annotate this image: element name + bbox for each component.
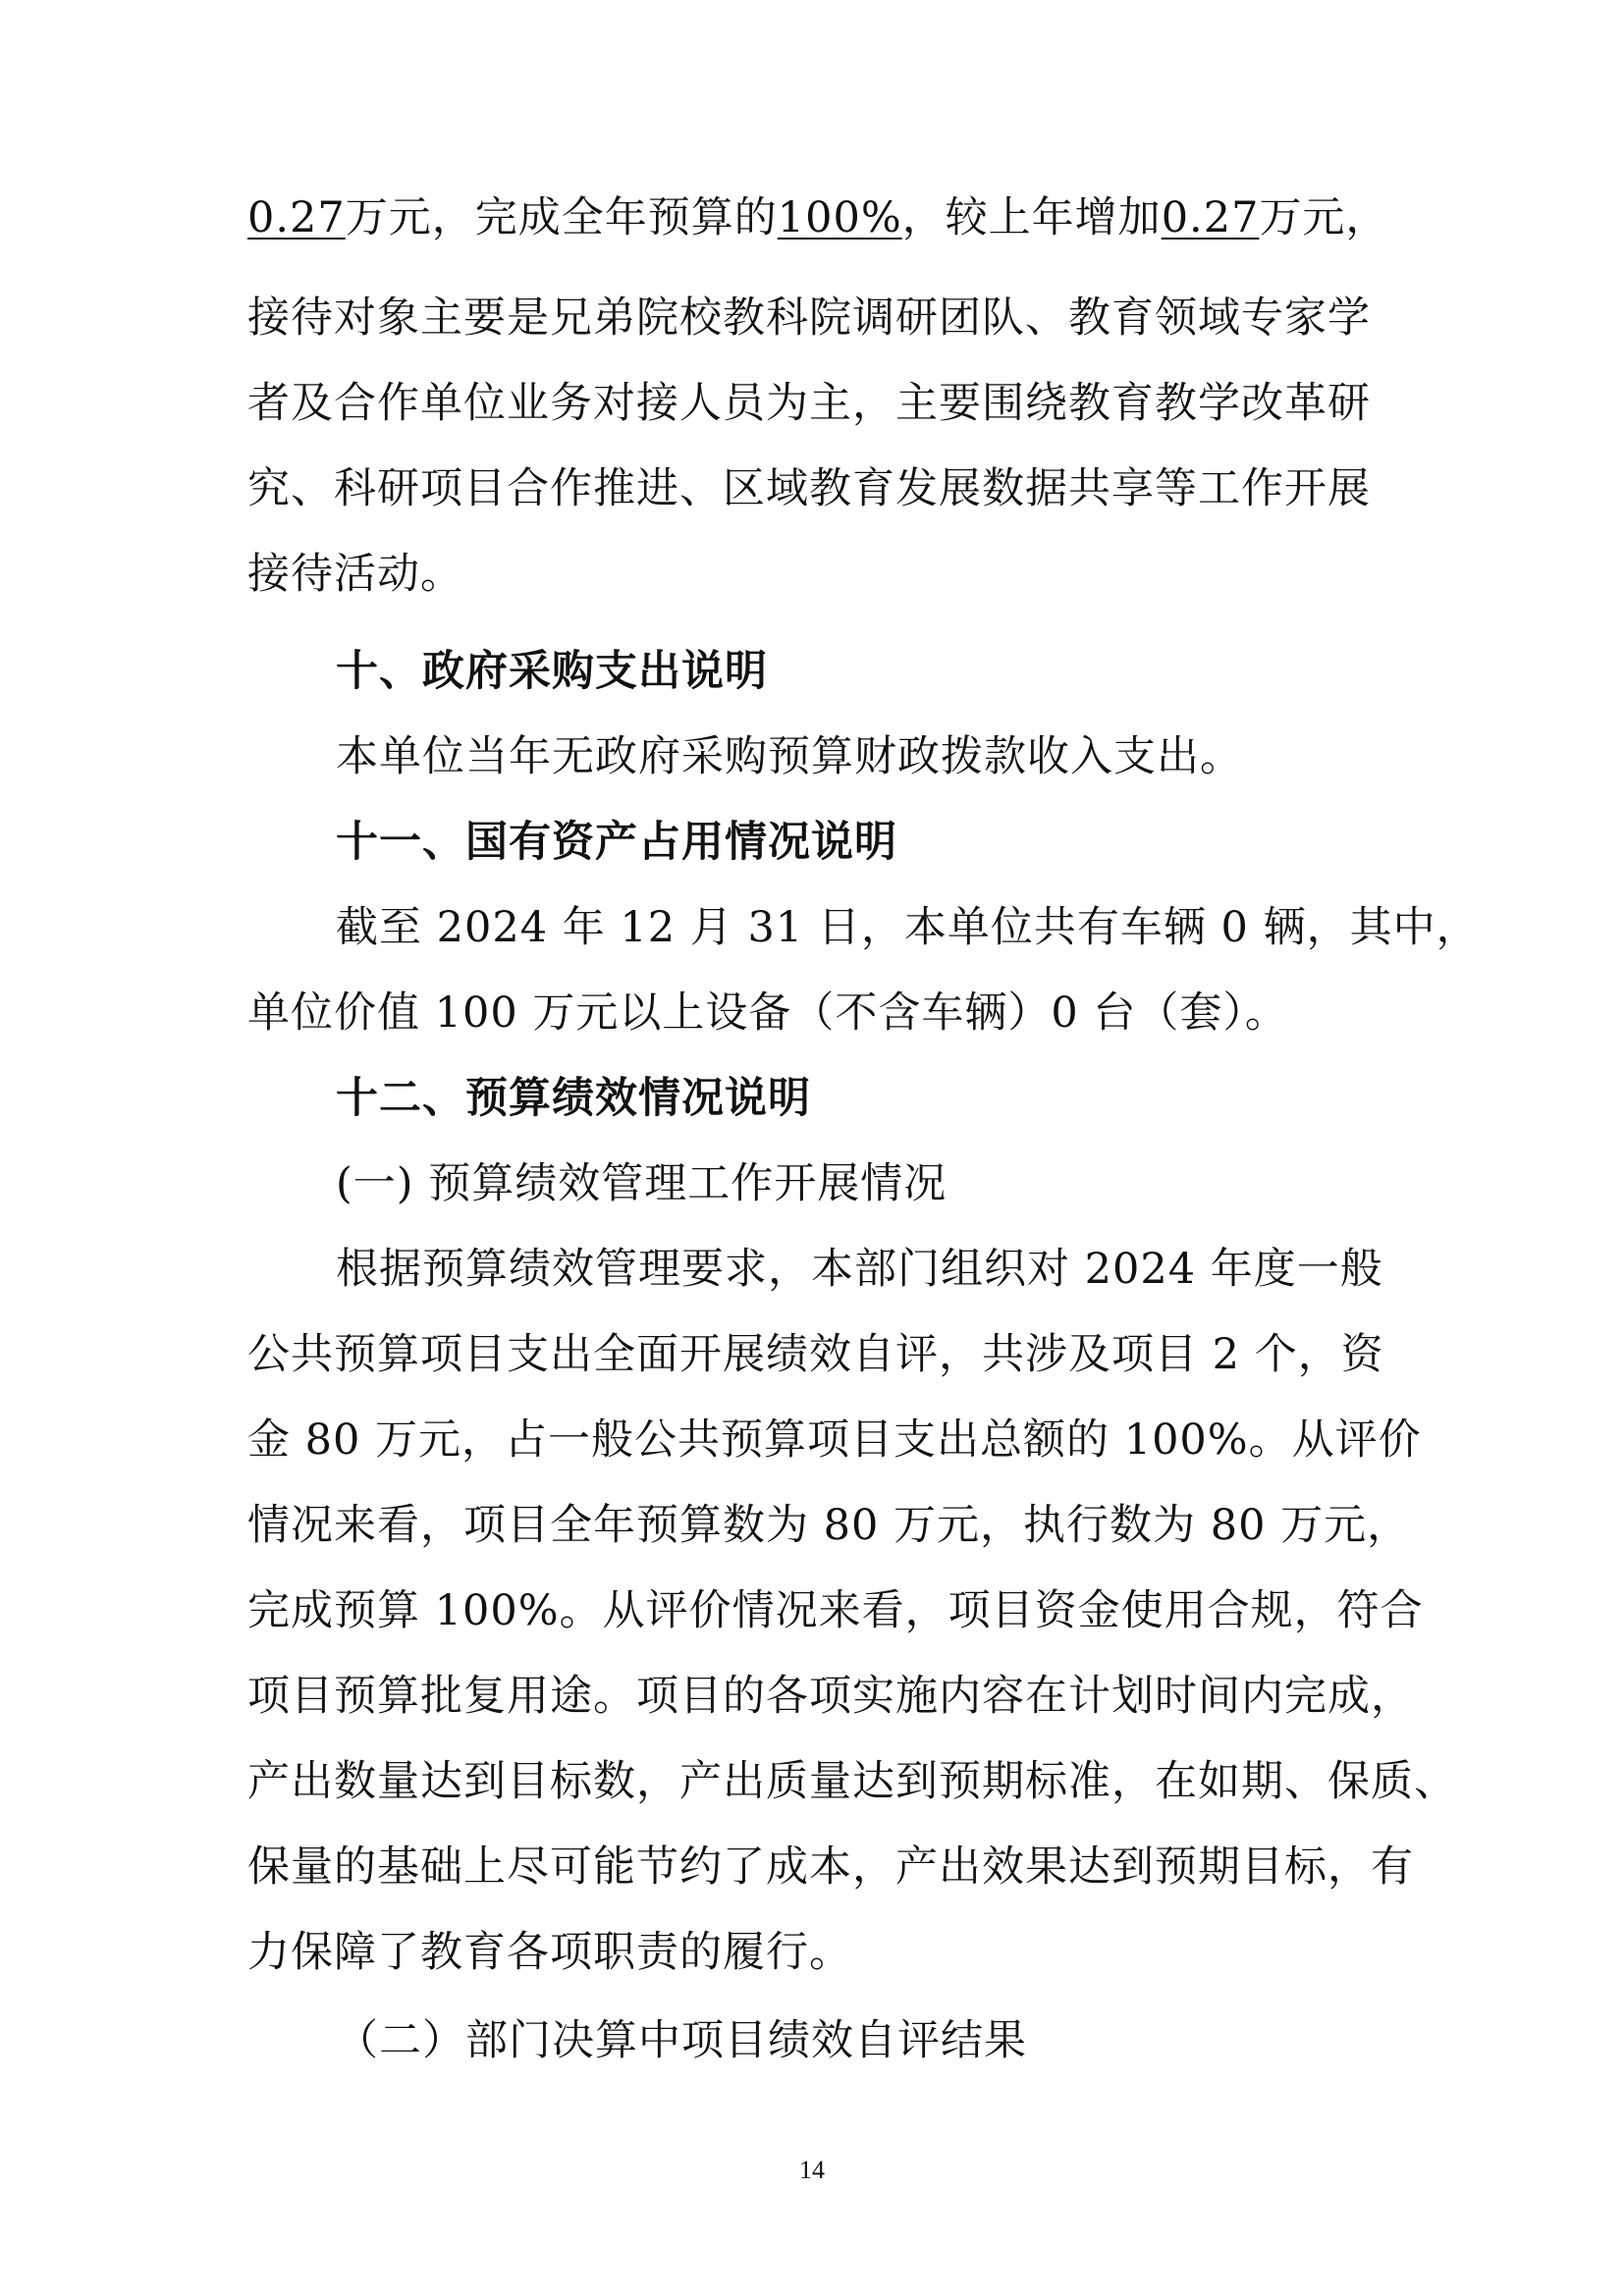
paragraph-line: 接待对象主要是兄弟院校教科院调研团队、教育领域专家学 [247, 294, 1371, 343]
paragraph-line: 公共预算项目支出全面开展绩效自评，共涉及项目 2 个，资 [247, 1330, 1384, 1379]
section-heading: 十二、预算绩效情况说明 [336, 1074, 811, 1123]
paragraph-line: 金 80 万元，占一般公共预算项目支出总额的 100%。从评价 [247, 1415, 1422, 1465]
paragraph-line: 本单位当年无政府采购预算财政拨款收入支出。 [336, 732, 1243, 781]
underlined-amount: 0.27 [1161, 193, 1260, 242]
paragraph-line: 完成预算 100%。从评价情况来看，项目资金使用合规，符合 [247, 1586, 1424, 1635]
section-heading: 十一、国有资产占用情况说明 [336, 818, 897, 867]
paragraph-line: 项目预算批复用途。项目的各项实施内容在计划时间内完成， [247, 1672, 1414, 1721]
paragraph-line: 根据预算绩效管理要求，本部门组织对 2024 年度一般 [336, 1245, 1383, 1294]
subsection-heading: （二）部门决算中项目绩效自评结果 [336, 2016, 1027, 2065]
paragraph-line: 单位价值 100 万元以上设备（不含车辆）0 台（套）。 [247, 988, 1288, 1038]
paragraph-line: 情况来看，项目全年预算数为 80 万元，执行数为 80 万元， [247, 1501, 1411, 1550]
subsection-heading: (一) 预算绩效管理工作开展情况 [336, 1159, 947, 1208]
paragraph-line: 截至 2024 年 12 月 31 日，本单位共有车辆 0 辆，其中， [336, 903, 1480, 952]
paragraph-line: 保量的基础上尽可能节约了成本，产出效果达到预期目标，有 [247, 1842, 1414, 1892]
paragraph-line: 究、科研项目合作推进、区域教育发展数据共享等工作开展 [247, 464, 1371, 513]
paragraph-line: 接待活动。 [247, 550, 463, 599]
underlined-percent: 100% [777, 193, 902, 242]
text-run: 万元， [1259, 193, 1389, 242]
paragraph-line: 产出数量达到目标数，产出质量达到预期标准，在如期、保质、 [247, 1757, 1457, 1806]
page-number: 14 [799, 2156, 825, 2184]
text-run: ，较上年增加 [901, 193, 1162, 242]
text-run: 万元，完成全年预算的 [345, 193, 778, 242]
paragraph-line: 力保障了教育各项职责的履行。 [247, 1928, 852, 1977]
section-heading: 十、政府采购支出说明 [336, 647, 768, 696]
paragraph-line [247, 189, 1396, 246]
underlined-amount: 0.27 [247, 193, 346, 242]
paragraph-line: 者及合作单位业务对接人员为主，主要围绕教育教学改革研 [247, 379, 1371, 428]
